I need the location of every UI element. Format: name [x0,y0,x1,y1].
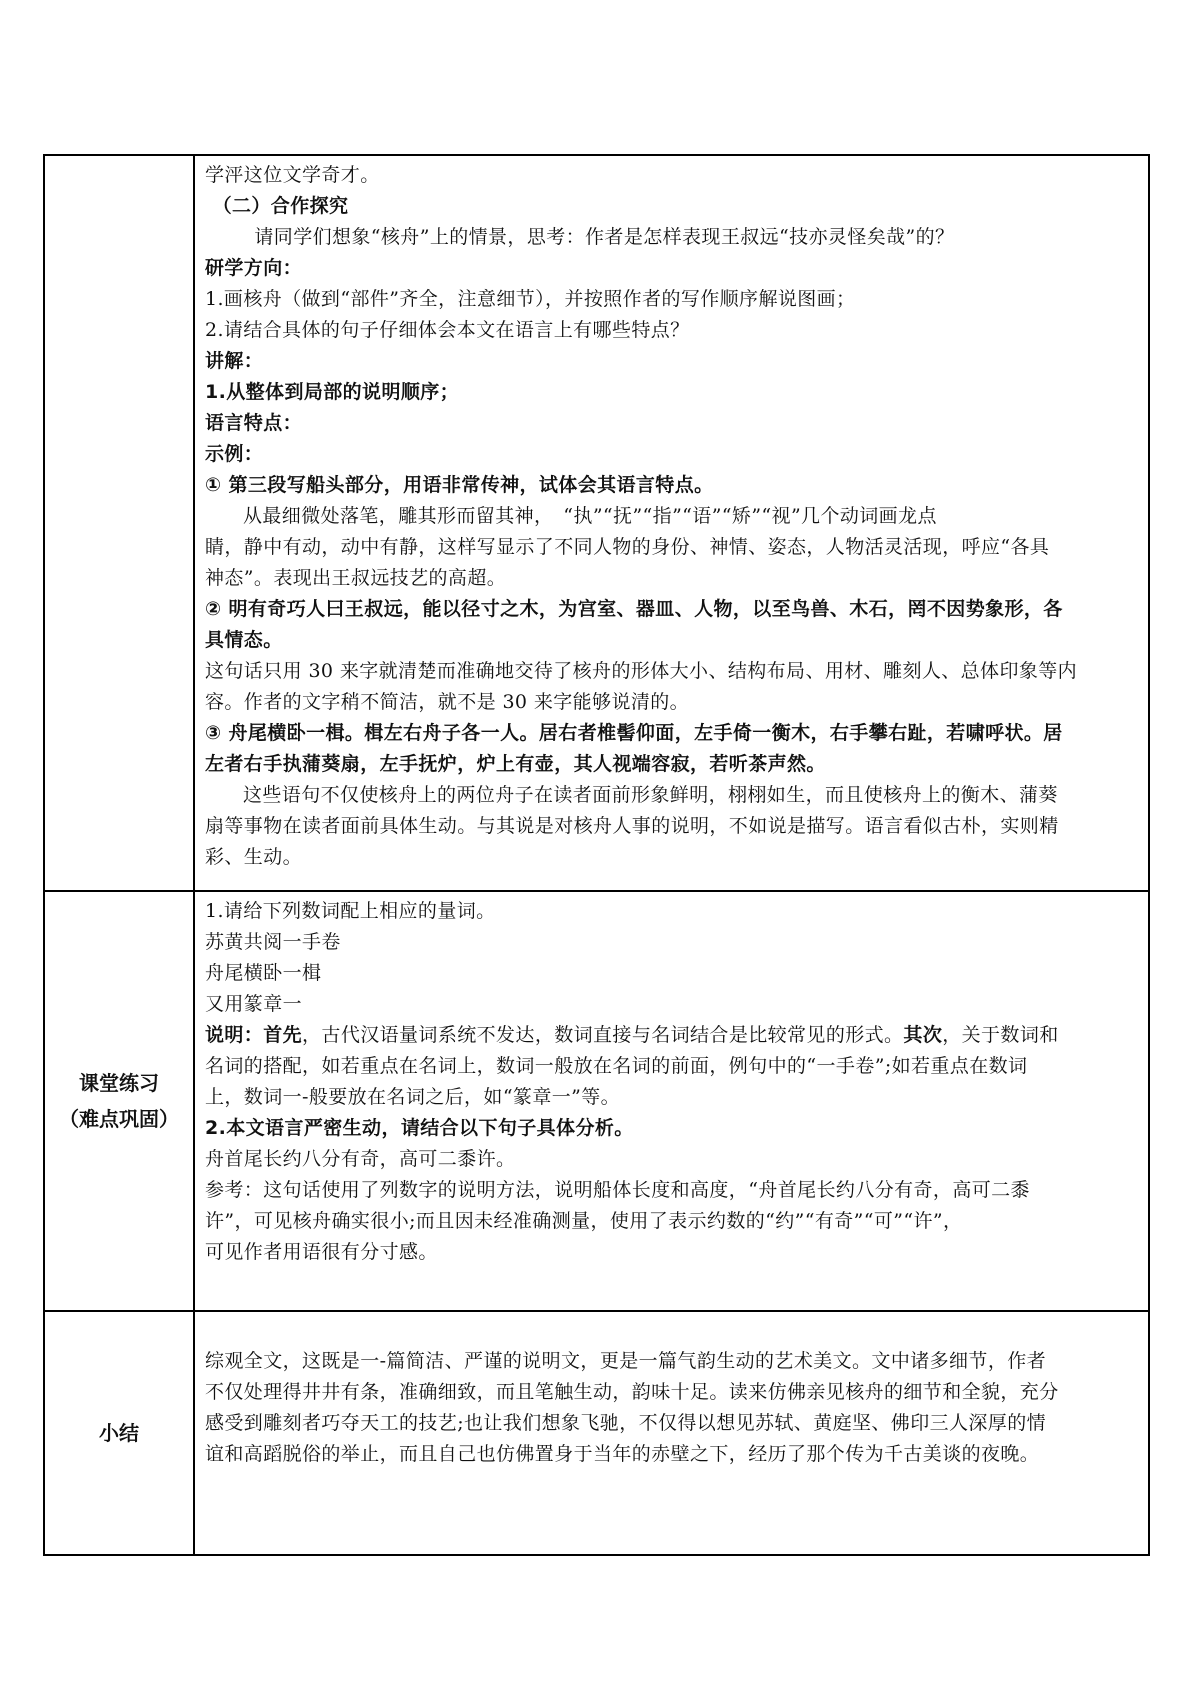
subheading: 讲解： [205,350,264,372]
text-line: 这些语句不仅使核舟上的两位舟子在读者面前形象鲜明，栩栩如生，而且使核舟上的衡木、蒲葵 [243,784,1058,806]
text-line: 综观全文，这既是一-篇简洁、严谨的说明文，更是一篇气韵生动的艺术美文。文中诸多细节，作者 [205,1350,1047,1372]
text-line: 睛，静中有动，动中有静，这样写显示了不同人物的身份、神情、姿态，人物活灵活现，呼应“各具 [205,536,1050,558]
text-line [205,1020,1138,1051]
table-row [44,155,1149,891]
note-text: ，关于数词和 [942,1024,1059,1046]
text-line: 感受到雕刻者巧夺天工的技艺;也让我们想象飞驰，不仅得以想见苏轼、黄庭坚、佛印三人深厚的情 [205,1412,1047,1434]
lesson-table [43,154,1150,1556]
subheading: 1.从整体到局部的说明顺序； [205,381,460,403]
example-heading: ③ 舟尾横卧一楫。楫左右舟子各一人。居右者椎髻仰面，左手倚一衡木，右手攀右趾，若啸呼状。居 [205,722,1063,744]
text-line: 1.请给下列数词配上相应的量词。 [205,900,496,922]
text-line: 又用篆章一 [205,993,303,1015]
text-line: 请同学们想象“核舟”上的情景，思考：作者是怎样表现王叔远“技亦灵怪矣哉”的？ [254,226,955,248]
text-line: 参考：这句话使用了列数字的说明方法，说明船体长度和高度，“舟首尾长约八分有奇，高可二黍 [205,1179,1030,1201]
text-line: 舟首尾长约八分有奇，高可二黍许。 [205,1148,516,1170]
text-line: 名词的搭配，如若重点在名词上，数词一般放在名词的前面，例句中的“一手卷”;如若重点在数词 [205,1055,1028,1077]
table-row [44,891,1149,1311]
content-cell [194,891,1149,1311]
text-line: 1.画核舟（做到“部件”齐全，注意细节），并按照作者的写作顺序解说图画； [205,288,856,310]
exercise-heading: 2.本文语言严密生动，请结合以下句子具体分析。 [205,1117,634,1139]
example-heading: ② 明有奇巧人曰王叔远，能以径寸之木，为宫室、器皿、人物，以至鸟兽、木石，罔不因势象形，各 [205,598,1063,620]
row-label-cell [44,891,194,1311]
subheading: 示例： [205,443,264,465]
text-line: 彩、生动。 [205,846,303,868]
table-row [44,1311,1149,1555]
text-line: 谊和高蹈脱俗的举止，而且自己也仿佛置身于当年的赤壁之下，经历了那个传为千古美谈的夜晚。 [205,1443,1040,1465]
subheading: 语言特点： [205,412,303,434]
example-heading: 左者右手执蒲葵扇，左手抚炉，炉上有壶，其人视端容寂，若听茶声然。 [205,753,826,775]
text-line: 学泙这位文学奇才。 [205,164,380,186]
note-text: ，古代汉语量词系统不发达，数词直接与名词结合是比较常见的形式。 [302,1024,904,1046]
section-heading: （二）合作探究 [212,195,349,217]
text-line: 苏黄共阅一手卷 [205,931,341,953]
note-keyword: 其次 [903,1024,943,1046]
note-label: 说明： [205,1024,264,1046]
example-heading: ① 第三段写船头部分，用语非常传神，试体会其语言特点。 [205,474,714,496]
text-line: 扇等事物在读者面前具体生动。与其说是对核舟人事的说明，不如说是描写。语言看似古朴，实则精 [205,815,1059,837]
text-line: 2.请结合具体的句子仔细体会本文在语言上有哪些特点？ [205,319,690,341]
text-line: 容。作者的文字稍不简洁，就不是 30 来字能够说清的。 [205,691,690,713]
text-line: 许”，可见核舟确实很小;而且因未经准确测量，使用了表示约数的“约”“有奇”“可”“许”， [205,1210,963,1232]
text-line: 不仅处理得井井有条，准确细致，而且笔触生动，韵味十足。读来仿佛亲见核舟的细节和全貌，充分 [205,1381,1059,1403]
text-line: 可见作者用语很有分寸感。 [205,1241,438,1263]
row-label-sub: （难点巩固） [59,1107,179,1131]
content-cell [194,155,1149,891]
subheading: 研学方向： [205,257,303,279]
row-label-cell [44,1311,194,1555]
text-line: 神态”。表现出王叔远技艺的高超。 [205,567,507,589]
text-line: 上，数词一-般要放在名词之后，如“篆章一”等。 [205,1086,621,1108]
example-heading: 具情态。 [205,629,283,651]
row-label: 课堂练习 [79,1071,159,1095]
row-label-cell [44,155,194,891]
row-label: 小结 [99,1421,139,1445]
note-keyword: 首先 [263,1024,303,1046]
text-line: 这句话只用 30 来字就清楚而准确地交待了核舟的形体大小、结构布局、用材、雕刻人、总体印象等内 [205,660,1078,682]
text-line: 舟尾横卧一楫 [205,962,322,984]
content-cell [194,1311,1149,1555]
text-line: 从最细微处落笔，雕其形而留其神， “执”“抚”“指”“语”“矫”“视”几个动词画龙点 [243,505,937,527]
